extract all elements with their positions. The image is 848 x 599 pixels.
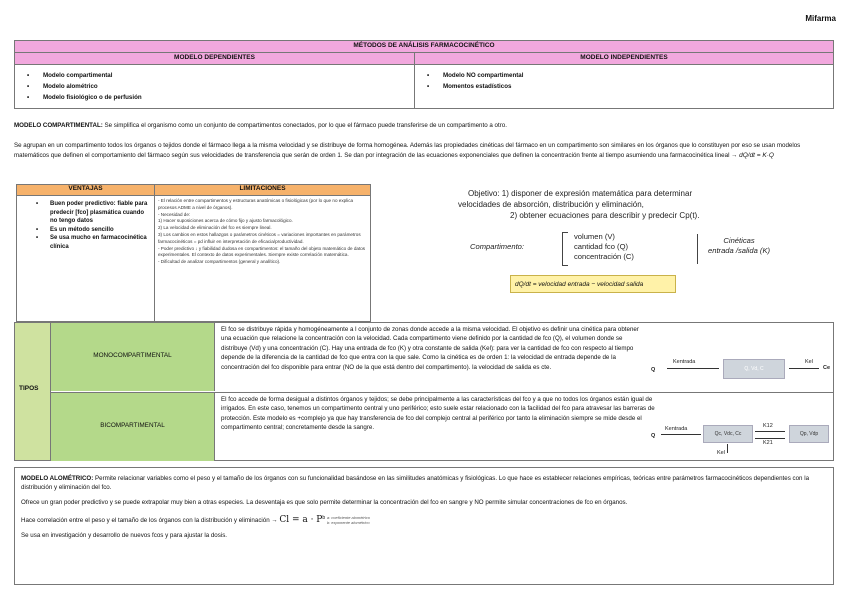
left-bracket <box>562 232 568 266</box>
bi-arrow-in <box>661 434 701 435</box>
bi-arrow-21 <box>755 438 785 439</box>
independent-header: MODELO INDEPENDIENTES <box>415 53 834 65</box>
objective-line3: 2) obtener ecuaciones para describir y predecir Cp(t). <box>510 211 700 220</box>
mono-text: El fco se distribuye rápida y homogéneamente a l conjunto de zonas donde accede a la misma velocidad. El objetivo es definir una cinética para obtener una ecuación que relacione la concentración con la velocidad. Cada compartimento viene definido por la cantidad de fco (Q), el volumen donde se distribuye (Vd) y una concentración (C). Hay una entrada de fco (K) y otra constante de salida (Kel): para ver la cantidad de fco con respecto al tiempo depende de la diferencia de la cantidad de fco que entra con la que sale. Como la cinética es de orden 1: la velocidad de entrada depende de la concentración del fco disponible para entrar (NO de la que está dentro del compartimento). la velocidad de salida es cte. <box>221 326 639 371</box>
limitaciones-header: LIMITACIONES <box>155 185 371 196</box>
compartment-item: volumen (V) <box>574 232 615 241</box>
dependent-item: • Modelo alométrico <box>43 81 410 92</box>
bi-arrow-el <box>727 444 728 453</box>
ventajas-cell <box>17 196 155 322</box>
bi-kin: Kentrada <box>665 426 688 432</box>
methods-title: MÉTODOS DE ANÁLISIS FARMACOCINÉTICO <box>15 41 834 53</box>
independent-list-cell <box>415 65 834 109</box>
kinetics-line2: entrada /salida (K) <box>708 246 771 255</box>
compartmental-para2: Se agrupan en un compartimento todos los órganos o tejidos donde el fármaco llega a la misma velocidad y se distribuye de forma homogénea. Además las propiedades cinéticas del fármaco en un compartimento son similares en los órganos que lo constituyen por eso se usan modelos matemáticos que definen el comportamiento del fármaco según sus velocidades de transferencia que serán de orden 1. Se dan por integración de las ecuaciones exponenciales que definen la concentración frente al tiempo asumiendo una farmacocinética lineal → <box>14 142 801 159</box>
mono-label: MONOCOMPARTIMENTAL <box>51 323 215 391</box>
objective-line1: Objetivo: 1) disponer de expresión matemática para determinar <box>468 189 693 198</box>
independent-item: • Modelo NO compartimental <box>443 70 829 81</box>
compartment-items <box>574 232 634 262</box>
kinetics-label <box>708 236 770 256</box>
compartment-label: Compartimento: <box>470 242 525 251</box>
limitacion-item: 3) Los cambios en estos hallazgos o parámetros cinéticos = variaciones importantes en parámetros farmacocinéticos = pd influir en interpretación de eficacia/productividad. <box>158 231 361 244</box>
mono-q: Q <box>651 367 656 373</box>
limitacion-item: - Necesidad de: <box>158 211 191 217</box>
dependent-list <box>19 66 410 107</box>
tipos-label: TIPOS <box>15 323 51 460</box>
right-bracket <box>692 234 698 264</box>
alometric-p2: Ofrece un gran poder predictivo y se puede extrapolar muy bien a otras especies. La desventaja es que solo permite determinar la concentración del fco en sangre y NO permite simular concentraciones de fco en órganos. <box>21 499 628 507</box>
mono-row <box>51 323 833 391</box>
bi-q: Q <box>651 433 656 439</box>
dependent-item: • Modelo fisiológico o de perfusión <box>43 92 410 103</box>
compartmental-lead-text: Se simplifica el organismo como un conjunto de compartimentos conectados, por lo que el fármaco puede transferirse de un compartimento a otro. <box>102 122 507 129</box>
alometric-p3-text: Hace correlación entre el peso y el tamaño de los órganos con la distribución y eliminación → <box>21 516 278 524</box>
brand-name: Mifarma <box>805 14 836 23</box>
dependent-header: MODELO DEPENDIENTES <box>15 53 415 65</box>
kinetics-line1: Cinéticas <box>723 236 755 245</box>
bi-arrow-12 <box>755 431 785 432</box>
ventaja-item: • Se usa mucho en farmacocinética clínica <box>50 234 151 251</box>
compartmental-description <box>14 141 834 160</box>
bi-k21: K21 <box>763 440 773 446</box>
dependent-item: • Modelo compartimental <box>43 70 410 81</box>
limitacion-item: 2) La velocidad de eliminación del fco es siempre lineal. <box>158 225 272 231</box>
dependent-list-cell <box>15 65 415 109</box>
compartmental-formula: dQ/dt = K·Q <box>739 151 774 159</box>
mono-kel: Kel <box>805 359 813 365</box>
alometric-notes <box>327 515 370 525</box>
objective-block <box>440 188 835 221</box>
compartment-item: concentración (C) <box>574 252 634 261</box>
bi-k12: K12 <box>763 423 773 429</box>
alometric-formula-exp: b <box>322 514 326 521</box>
limitacion-item: - Poder predictivo ↓ y fiabilidad dudosa en compartimentos: el tamaño del objeto matemático de datos experimentales. El contexto de datos experimentales. Siempre existe correlación matemática. <box>158 245 366 258</box>
compartment-item: cantidad fco (Q) <box>574 242 629 251</box>
independent-item: • Momentos estadísticos <box>443 81 829 92</box>
mono-out: Ce <box>823 365 831 371</box>
bi-row <box>51 393 833 461</box>
tipos-table <box>14 322 834 461</box>
alometric-p1 <box>21 474 827 492</box>
limitacion-item: - El relación entre compartimentos y estructuras anatómicas o fisiológicas (por lo que no explica procesos ADME a nivel de órganos). <box>158 198 354 210</box>
alometric-p4: Se usa en investigación y desarrollo de nuevos fcos y para ajustar la dosis. <box>21 532 228 540</box>
alometric-p3 <box>21 514 827 525</box>
independent-list <box>419 66 829 96</box>
bi-kel: Kel <box>717 450 725 456</box>
ventajas-header: VENTAJAS <box>17 185 155 196</box>
alometric-box <box>14 467 834 585</box>
alometric-lead: MODELO ALOMÉTRICO: <box>21 475 94 482</box>
limitacion-item: 1) Hacer suposiciones acerca de cómo fijo y ajusto farmacológico. <box>158 218 293 224</box>
compartment-diagram <box>470 232 800 268</box>
methods-table <box>14 40 834 109</box>
mono-arrow-in <box>667 368 719 369</box>
alometric-lead-text: Permite relacionar variables como el peso y el tamaño de los órganos con su funcionalidad basándose en las similitudes anatómicas y fisiológicas. Lo que hace es establecer relaciones empíricas, teóricas entre parámetros farmacocinéticos dependientes con la distribución y eliminación del fco. <box>21 475 810 492</box>
bi-box-central: Qc, Vdc, Cc <box>703 425 753 443</box>
objective-line2: velocidades de absorción, distribución y eliminación, <box>458 200 644 209</box>
compartmental-lead: MODELO COMPARTIMENTAL: <box>14 122 103 129</box>
bi-text: El fco accede de forma desigual a distintos órganos y tejidos; se debe principalmente a las características del fco y a que no todos los órganos están igual de irrigados. En este caso, tenemos un compartimento central y uno periférico; esto suele estar relacionado con la facilidad del fco para atravesar las barreras de protección. Este modelo es +complejo ya que hay transferencia de fco del complejo central al periférico por tanto la eliminación siempre se mide desde el compartimento central; concretamente desde la sangre. <box>221 396 655 432</box>
ventajas-list <box>20 198 151 254</box>
rate-equation: dQ/dt = velocidad entrada − velocidad salida <box>510 275 676 293</box>
ventaja-item: • Buen poder predictivo: fiable para predecir [fco] plasmática cuando no tengo datos <box>50 200 151 226</box>
ventaja-item: • Es un método sencillo <box>50 226 151 235</box>
bi-box-peripheral: Qp, Vdp <box>789 425 829 443</box>
mono-kin: Kentrada <box>673 359 696 365</box>
alometric-note: a: coeficiente alométrico <box>326 515 370 521</box>
limitaciones-cell <box>155 196 371 322</box>
alometric-note: b: exponente alométrico <box>326 520 370 526</box>
compartmental-intro <box>14 122 834 130</box>
alometric-formula: Cl = a · P <box>279 514 323 525</box>
mono-box: Q, Vd, C <box>723 359 785 379</box>
limitacion-item: - Dificultad de analizar compartimentos (general y analítico). <box>158 259 281 265</box>
mono-arrow-out <box>789 368 819 369</box>
bi-label: BICOMPARTIMENTAL <box>51 393 215 461</box>
ventajas-limitaciones-table <box>16 184 371 322</box>
